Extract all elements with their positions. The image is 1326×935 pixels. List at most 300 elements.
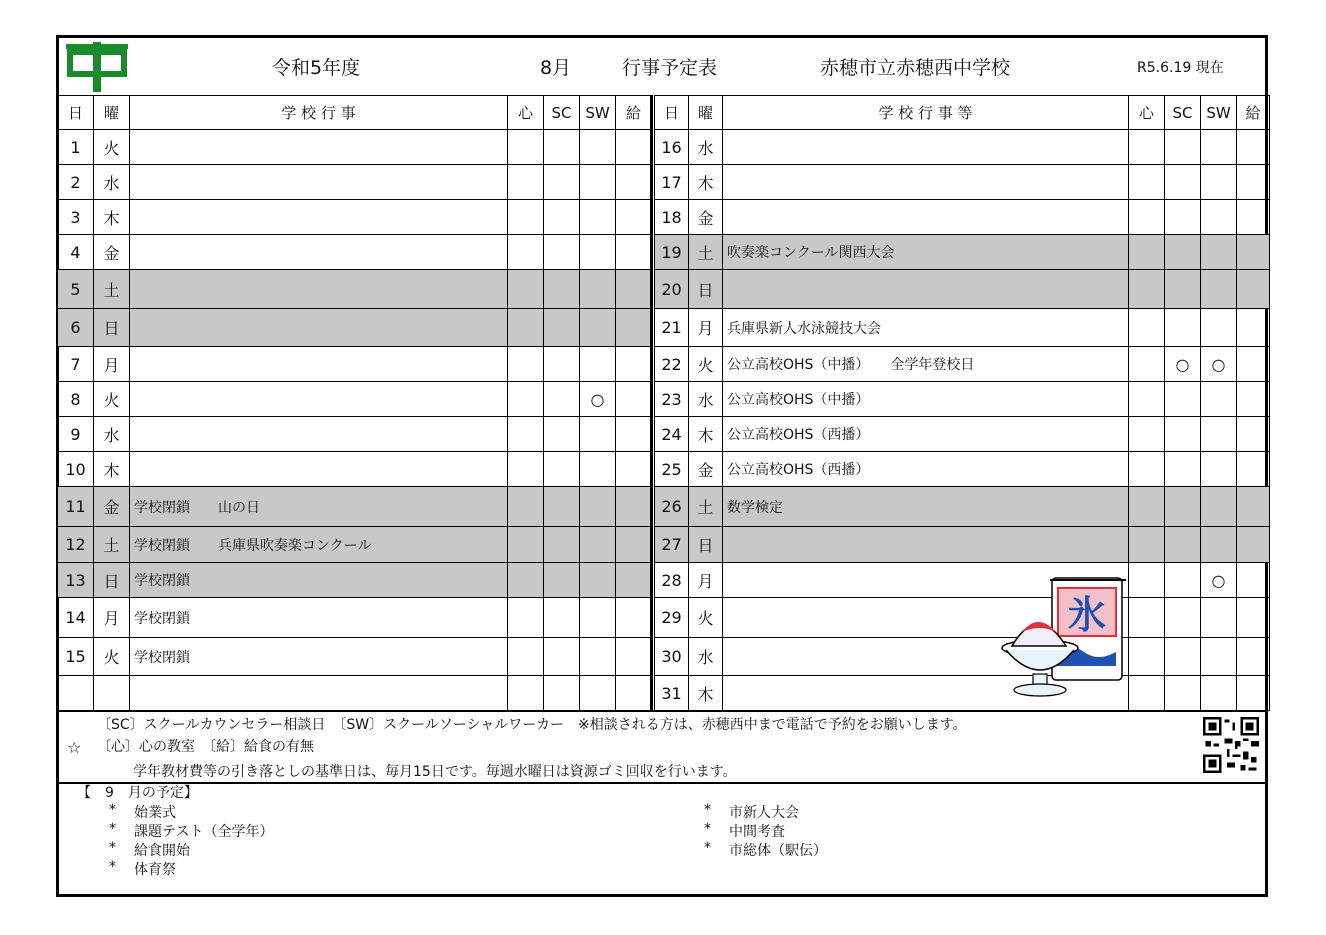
day-cell: 11 (58, 487, 94, 527)
table-row (655, 309, 1270, 347)
weekday-cell: 火 (94, 638, 130, 676)
day-cell: 4 (58, 235, 94, 270)
table-divider (650, 95, 653, 710)
kyu-cell (1237, 347, 1270, 382)
kokoro-cell (1129, 235, 1165, 270)
kyu-cell (616, 309, 652, 347)
sc-cell (1165, 417, 1201, 452)
kyu-cell (616, 270, 652, 309)
col-events: 学 校 行 事 (130, 96, 508, 130)
weekday-cell: 金 (689, 200, 723, 235)
schedule-item-name: 体育祭 (134, 862, 176, 878)
table-row (655, 347, 1270, 382)
kokoro-cell (508, 452, 544, 487)
sw-cell (1201, 165, 1237, 200)
sc-cell (544, 417, 580, 452)
weekday-cell: 水 (689, 382, 723, 417)
kyu-cell (1237, 638, 1270, 676)
day-cell: 18 (655, 200, 689, 235)
kyu-cell (616, 638, 652, 676)
event-cell (130, 270, 508, 309)
col-events: 学 校 行 事 等 (723, 96, 1129, 130)
table-row (655, 270, 1270, 309)
kyu-cell (1237, 676, 1270, 711)
table-row (655, 452, 1270, 487)
day-cell: 30 (655, 638, 689, 676)
shaved-ice-illustration-icon (1000, 570, 1130, 705)
sc-cell (1165, 527, 1201, 563)
day-cell: 22 (655, 347, 689, 382)
day-cell: 16 (655, 130, 689, 165)
kyu-cell (1237, 417, 1270, 452)
col-weekday: 曜 (689, 96, 723, 130)
event-cell: 数学検定 (723, 487, 1129, 527)
table-row (655, 676, 1270, 711)
kyu-cell (616, 487, 652, 527)
sw-cell (1201, 527, 1237, 563)
sw-cell (1201, 309, 1237, 347)
schedule-bullet: * (109, 840, 116, 856)
event-cell: 公立高校OHS（西播） (723, 452, 1129, 487)
event-cell: 学校閉鎖 (130, 638, 508, 676)
sc-cell (544, 235, 580, 270)
kokoro-cell (508, 270, 544, 309)
table-row (58, 527, 652, 563)
event-cell: 学校閉鎖 兵庫県吹奏楽コンクール (130, 527, 508, 563)
day-cell: 17 (655, 165, 689, 200)
col-sc: SC (1165, 96, 1201, 130)
weekday-cell: 水 (689, 130, 723, 165)
sw-cell (580, 130, 616, 165)
sw-cell: ○ (580, 382, 616, 417)
kyu-cell (616, 598, 652, 638)
day-cell: 7 (58, 347, 94, 382)
schedule-item-name: 給食開始 (134, 843, 190, 859)
col-kokoro: 心 (508, 96, 544, 130)
table-row (655, 165, 1270, 200)
kyu-cell (1237, 527, 1270, 563)
weekday-cell: 土 (94, 527, 130, 563)
weekday-cell: 水 (689, 638, 723, 676)
kyu-cell (616, 165, 652, 200)
kyu-cell (616, 382, 652, 417)
sc-cell (544, 452, 580, 487)
table-row (58, 165, 652, 200)
weekday-cell: 日 (94, 563, 130, 598)
table-row (655, 382, 1270, 417)
weekday-cell: 水 (94, 165, 130, 200)
sc-cell (1165, 309, 1201, 347)
schedule-item-name: 始業式 (134, 805, 176, 821)
weekday-cell: 木 (94, 452, 130, 487)
day-cell: 13 (58, 563, 94, 598)
banner-text: 氷 (1067, 593, 1107, 637)
event-cell (130, 309, 508, 347)
table-row (655, 563, 1270, 598)
col-kyu: 給 (616, 96, 652, 130)
weekday-cell: 木 (689, 417, 723, 452)
kokoro-cell (1129, 309, 1165, 347)
table-row (58, 309, 652, 347)
schedule-bullet: * (109, 821, 116, 837)
kyu-cell (1237, 200, 1270, 235)
sc-cell (1165, 563, 1201, 598)
sw-cell (1201, 638, 1237, 676)
sw-cell: ○ (1201, 563, 1237, 598)
day-cell: 23 (655, 382, 689, 417)
col-day: 日 (655, 96, 689, 130)
sw-cell (580, 347, 616, 382)
sw-cell (1201, 487, 1237, 527)
sw-cell (580, 417, 616, 452)
sw-cell (580, 309, 616, 347)
table-row (58, 563, 652, 598)
table-row (58, 598, 652, 638)
kokoro-cell (508, 417, 544, 452)
note-line-3: 学年教材費等の引き落としの基準日は、毎月15日です。毎週水曜日は資源ゴミ回収を行います。 (133, 764, 737, 780)
weekday-cell: 月 (94, 347, 130, 382)
weekday-cell: 土 (689, 487, 723, 527)
qr-code-icon (1203, 716, 1259, 774)
sw-cell: ○ (1201, 347, 1237, 382)
sc-cell (544, 130, 580, 165)
weekday-cell: 土 (94, 270, 130, 309)
sc-cell (544, 563, 580, 598)
event-cell (130, 200, 508, 235)
table-row (58, 347, 652, 382)
table-row (58, 452, 652, 487)
schedule-bullet: * (704, 840, 711, 856)
table-row (655, 130, 1270, 165)
weekday-cell: 火 (689, 347, 723, 382)
sc-cell (544, 676, 580, 711)
day-cell: 21 (655, 309, 689, 347)
weekday-cell: 日 (94, 309, 130, 347)
sc-cell (1165, 487, 1201, 527)
sw-cell (580, 235, 616, 270)
table-header (58, 96, 652, 130)
event-cell (130, 130, 508, 165)
kyu-cell (616, 130, 652, 165)
kokoro-cell (1129, 417, 1165, 452)
day-cell: 5 (58, 270, 94, 309)
day-cell: 6 (58, 309, 94, 347)
day-cell: 3 (58, 200, 94, 235)
kokoro-cell (508, 382, 544, 417)
kyu-cell (616, 527, 652, 563)
table-row (655, 638, 1270, 676)
kokoro-cell (508, 527, 544, 563)
sc-cell (544, 382, 580, 417)
kyu-cell (1237, 130, 1270, 165)
kyu-cell (1237, 165, 1270, 200)
kokoro-cell (508, 309, 544, 347)
weekday-cell: 火 (94, 382, 130, 417)
kyu-cell (616, 563, 652, 598)
event-cell: 吹奏楽コンクール関西大会 (723, 235, 1129, 270)
sc-cell: ○ (1165, 347, 1201, 382)
school-logo-icon (66, 42, 128, 92)
sw-cell (580, 165, 616, 200)
table-row (655, 598, 1270, 638)
schedule-item-name: 市総体（駅伝） (729, 843, 827, 859)
sc-cell (544, 309, 580, 347)
schedule-item-name: 中間考査 (729, 824, 785, 840)
kokoro-cell (1129, 638, 1165, 676)
sc-cell (1165, 235, 1201, 270)
kokoro-cell (1129, 487, 1165, 527)
fiscal-year: 令和5年度 (272, 57, 361, 79)
day-cell: 20 (655, 270, 689, 309)
day-cell: 19 (655, 235, 689, 270)
table-row (655, 200, 1270, 235)
table-row (58, 417, 652, 452)
kokoro-cell (1129, 676, 1165, 711)
table-row (58, 235, 652, 270)
weekday-cell: 日 (689, 270, 723, 309)
page-title: 行事予定表 (622, 57, 718, 79)
kokoro-cell (1129, 382, 1165, 417)
sc-cell (1165, 200, 1201, 235)
sw-cell (580, 452, 616, 487)
event-cell (130, 417, 508, 452)
sc-cell (1165, 452, 1201, 487)
kyu-cell (616, 347, 652, 382)
col-sw: SW (580, 96, 616, 130)
event-cell (130, 676, 508, 711)
kokoro-cell (508, 235, 544, 270)
weekday-cell: 金 (689, 452, 723, 487)
kyu-cell (1237, 382, 1270, 417)
event-cell: 公立高校OHS（中播） (723, 382, 1129, 417)
kokoro-cell (508, 347, 544, 382)
weekday-cell: 日 (689, 527, 723, 563)
event-cell: 学校閉鎖 山の日 (130, 487, 508, 527)
sc-cell (544, 347, 580, 382)
event-cell (130, 382, 508, 417)
table-row (58, 200, 652, 235)
event-cell: 公立高校OHS（西播） (723, 417, 1129, 452)
star-icon: ☆ (67, 738, 82, 757)
day-cell (58, 676, 94, 711)
sw-cell (580, 563, 616, 598)
event-cell (723, 200, 1129, 235)
schedule-bullet: * (109, 802, 116, 818)
event-cell: 学校閉鎖 (130, 598, 508, 638)
day-cell: 10 (58, 452, 94, 487)
table-row (655, 487, 1270, 527)
sc-cell (544, 165, 580, 200)
col-sc: SC (544, 96, 580, 130)
table-row (58, 676, 652, 711)
schedule-bullet: * (704, 821, 711, 837)
sw-cell (1201, 382, 1237, 417)
table-row (58, 487, 652, 527)
sc-cell (1165, 598, 1201, 638)
sc-cell (544, 598, 580, 638)
kokoro-cell (508, 200, 544, 235)
event-cell (723, 270, 1129, 309)
sc-cell (1165, 382, 1201, 417)
sw-cell (1201, 598, 1237, 638)
kokoro-cell (1129, 130, 1165, 165)
event-cell (130, 347, 508, 382)
kokoro-cell (508, 598, 544, 638)
day-cell: 15 (58, 638, 94, 676)
kokoro-cell (1129, 527, 1165, 563)
col-kyu: 給 (1237, 96, 1270, 130)
kokoro-cell (1129, 452, 1165, 487)
col-day: 日 (58, 96, 94, 130)
table-row (655, 417, 1270, 452)
schedule-item-name: 市新人大会 (729, 805, 799, 821)
kokoro-cell (1129, 200, 1165, 235)
sw-cell (1201, 200, 1237, 235)
kyu-cell (616, 452, 652, 487)
kokoro-cell (508, 563, 544, 598)
event-cell (723, 527, 1129, 563)
event-cell (130, 235, 508, 270)
kyu-cell (1237, 452, 1270, 487)
kokoro-cell (1129, 598, 1165, 638)
weekday-cell: 月 (689, 563, 723, 598)
weekday-cell: 月 (94, 598, 130, 638)
calendar-left (57, 95, 652, 711)
weekday-cell: 火 (689, 598, 723, 638)
kyu-cell (616, 235, 652, 270)
weekday-cell: 土 (689, 235, 723, 270)
sw-cell (580, 527, 616, 563)
table-row (655, 527, 1270, 563)
sw-cell (580, 270, 616, 309)
event-cell (723, 165, 1129, 200)
day-cell: 8 (58, 382, 94, 417)
as-of-date: R5.6.19 現在 (1137, 60, 1224, 76)
day-cell: 29 (655, 598, 689, 638)
kokoro-cell (1129, 347, 1165, 382)
kokoro-cell (508, 487, 544, 527)
event-cell: 兵庫県新人水泳競技大会 (723, 309, 1129, 347)
schedule-bullet: * (704, 802, 711, 818)
sw-cell (580, 200, 616, 235)
sc-cell (1165, 130, 1201, 165)
col-weekday: 曜 (94, 96, 130, 130)
sw-cell (1201, 130, 1237, 165)
event-cell (130, 165, 508, 200)
kyu-cell (1237, 563, 1270, 598)
month-label: 8月 (540, 57, 572, 79)
table-row (655, 235, 1270, 270)
day-cell: 2 (58, 165, 94, 200)
weekday-cell: 火 (94, 130, 130, 165)
school-name: 赤穂市立赤穂西中学校 (820, 57, 1011, 79)
note-line-2: 〔心〕心の教室 〔給〕給食の有無 (97, 739, 314, 755)
day-cell: 26 (655, 487, 689, 527)
sc-cell (544, 527, 580, 563)
sw-cell (1201, 270, 1237, 309)
event-cell (723, 130, 1129, 165)
sc-cell (1165, 165, 1201, 200)
day-cell: 24 (655, 417, 689, 452)
kyu-cell (1237, 270, 1270, 309)
weekday-cell: 月 (689, 309, 723, 347)
table-row (58, 130, 652, 165)
table-row (58, 270, 652, 309)
schedule-bullet: * (109, 859, 116, 875)
kyu-cell (616, 200, 652, 235)
day-cell: 31 (655, 676, 689, 711)
day-cell: 28 (655, 563, 689, 598)
weekday-cell: 金 (94, 235, 130, 270)
kokoro-cell (508, 638, 544, 676)
sc-cell (544, 270, 580, 309)
day-cell: 9 (58, 417, 94, 452)
sw-cell (1201, 235, 1237, 270)
kyu-cell (1237, 598, 1270, 638)
note-line-1: 〔SC〕スクールカウンセラー相談日 〔SW〕スクールソーシャルワーカー ※相談される方は、赤穂西中まで電話で予約をお願いします。 (97, 717, 967, 733)
sc-cell (1165, 270, 1201, 309)
table-row (58, 638, 652, 676)
kokoro-cell (508, 165, 544, 200)
event-cell: 公立高校OHS（中播） 全学年登校日 (723, 347, 1129, 382)
table-header (655, 96, 1270, 130)
table-row (58, 382, 652, 417)
col-kokoro: 心 (1129, 96, 1165, 130)
sc-cell (544, 200, 580, 235)
kyu-cell (1237, 487, 1270, 527)
calendar-right (654, 95, 1270, 711)
sw-cell (1201, 417, 1237, 452)
weekday-cell: 木 (689, 165, 723, 200)
kyu-cell (1237, 309, 1270, 347)
sc-cell (1165, 638, 1201, 676)
schedule-heading: 【 9 月の予定】 (77, 785, 198, 801)
day-cell: 25 (655, 452, 689, 487)
schedule-item-name: 課題テスト（全学年） (134, 824, 274, 840)
sc-cell (1165, 676, 1201, 711)
kokoro-cell (1129, 563, 1165, 598)
kokoro-cell (508, 130, 544, 165)
weekday-cell (94, 676, 130, 711)
event-cell: 学校閉鎖 (130, 563, 508, 598)
sw-cell (1201, 452, 1237, 487)
event-cell (130, 452, 508, 487)
weekday-cell: 水 (94, 417, 130, 452)
day-cell: 1 (58, 130, 94, 165)
kyu-cell (616, 417, 652, 452)
notes-section (59, 710, 1266, 784)
day-cell: 12 (58, 527, 94, 563)
sw-cell (580, 638, 616, 676)
sw-cell (1201, 676, 1237, 711)
sc-cell (544, 638, 580, 676)
kokoro-cell (508, 676, 544, 711)
col-sw: SW (1201, 96, 1237, 130)
kyu-cell (616, 676, 652, 711)
kokoro-cell (1129, 165, 1165, 200)
weekday-cell: 金 (94, 487, 130, 527)
sc-cell (544, 487, 580, 527)
sw-cell (580, 598, 616, 638)
kyu-cell (1237, 235, 1270, 270)
day-cell: 14 (58, 598, 94, 638)
weekday-cell: 木 (689, 676, 723, 711)
sw-cell (580, 676, 616, 711)
kokoro-cell (1129, 270, 1165, 309)
day-cell: 27 (655, 527, 689, 563)
weekday-cell: 木 (94, 200, 130, 235)
sw-cell (580, 487, 616, 527)
